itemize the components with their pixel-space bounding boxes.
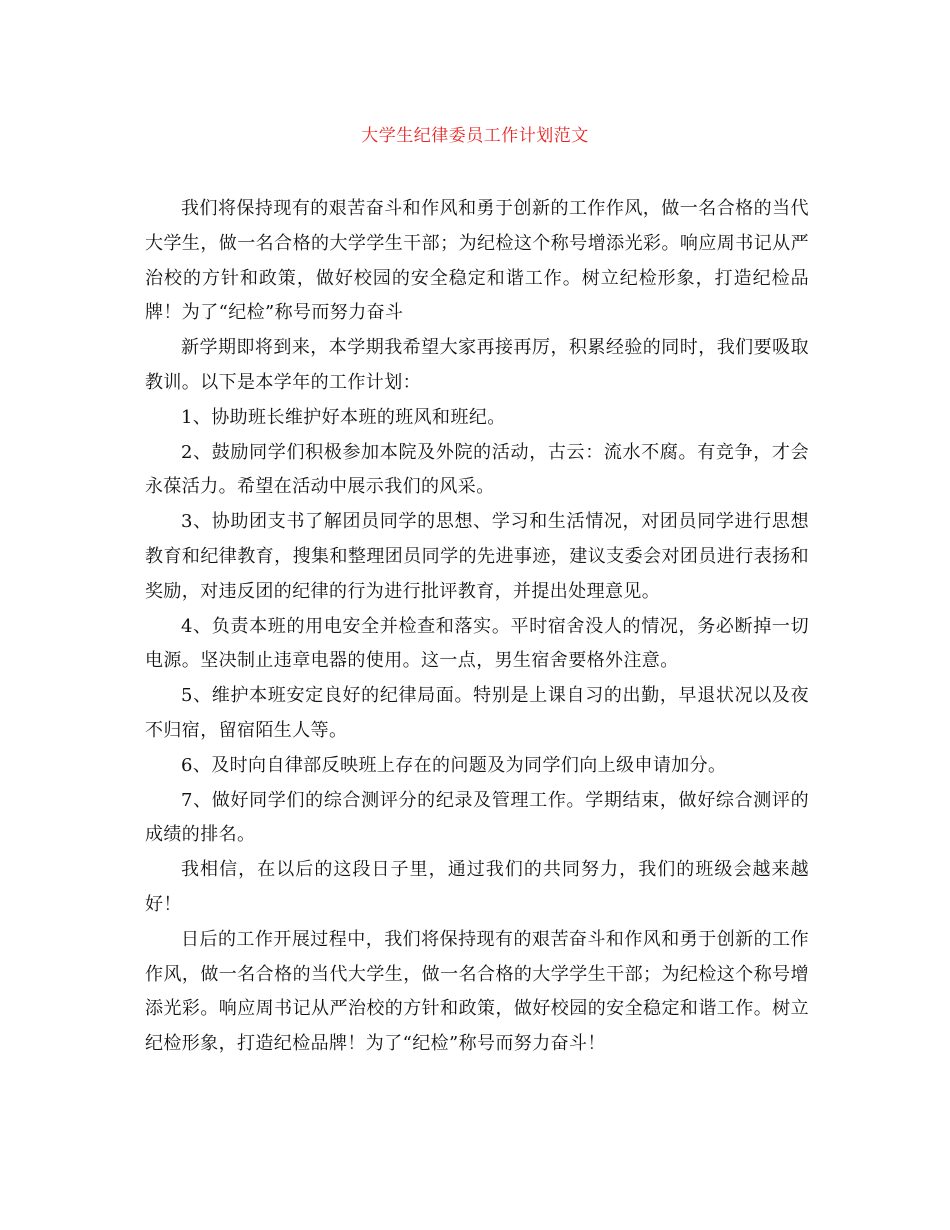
paragraph-new-semester: 新学期即将到来，本学期我希望大家再接再厉，积累经验的同时，我们要吸取教训。以下是本学年的工作计划： (145, 337, 809, 393)
plan-item-2: 2、鼓励同学们积极参加本院及外院的活动，古云：流水不腐。有竞争，才会永葆活力。希望在活动中展示我们的风采。 (145, 441, 809, 498)
plan-item-7: 7、做好同学们的综合测评分的纪录及管理工作。学期结束，做好综合测评的成绩的排名。 (145, 789, 809, 846)
paragraph-conclusion: 日后的工作开展过程中，我们将保持现有的艰苦奋斗和作风和勇于创新的工作作风，做一名合格的当代大学生，做一名合格的大学学生干部；为纪检这个称号增添光彩。响应周书记从严治校的方针和政策，做好校园的安全稳定和谐工作。树立纪检形象，打造纪检品牌！为了“纪检”称号而努力奋斗！ (145, 928, 809, 1055)
paragraph-intro: 我们将保持现有的艰苦奋斗和作风和勇于创新的工作作风，做一名合格的当代大学生，做一名合格的大学学生干部；为纪检这个称号增添光彩。响应周书记从严治校的方针和政策，做好校园的安全稳定和谐工作。树立纪检形象，打造纪检品牌！为了“纪检”称号而努力奋斗 (145, 198, 809, 324)
plan-item-4: 4、负责本班的用电安全并检查和落实。平时宿舍没人的情况，务必断掉一切电源。坚决制止违章电器的使用。这一点，男生宿舍要格外注意。 (145, 615, 809, 672)
paragraph-belief: 我相信，在以后的这段日子里，通过我们的共同努力，我们的班级会越来越好！ (145, 859, 809, 915)
document-title: 大学生纪律委员工作计划范文 (361, 126, 589, 146)
document-body (145, 192, 809, 1062)
plan-item-3: 3、协助团支书了解团员同学的思想、学习和生活情况，对团员同学进行思想教育和纪律教育，搜集和整理团员同学的先进事迹，建议支委会对团员进行表扬和奖励，对违反团的纪律的行为进行批评教育，并提出处理意见。 (145, 511, 809, 602)
plan-item-5: 5、维护本班安定良好的纪律局面。特别是上课自习的出勤，早退状况以及夜不归宿，留宿陌生人等。 (145, 685, 809, 741)
plan-item-6: 6、及时向自律部反映班上存在的问题及为同学们向上级申请加分。 (181, 754, 727, 776)
plan-item-1: 1、协助班长维护好本班的班风和班纪。 (181, 406, 506, 428)
